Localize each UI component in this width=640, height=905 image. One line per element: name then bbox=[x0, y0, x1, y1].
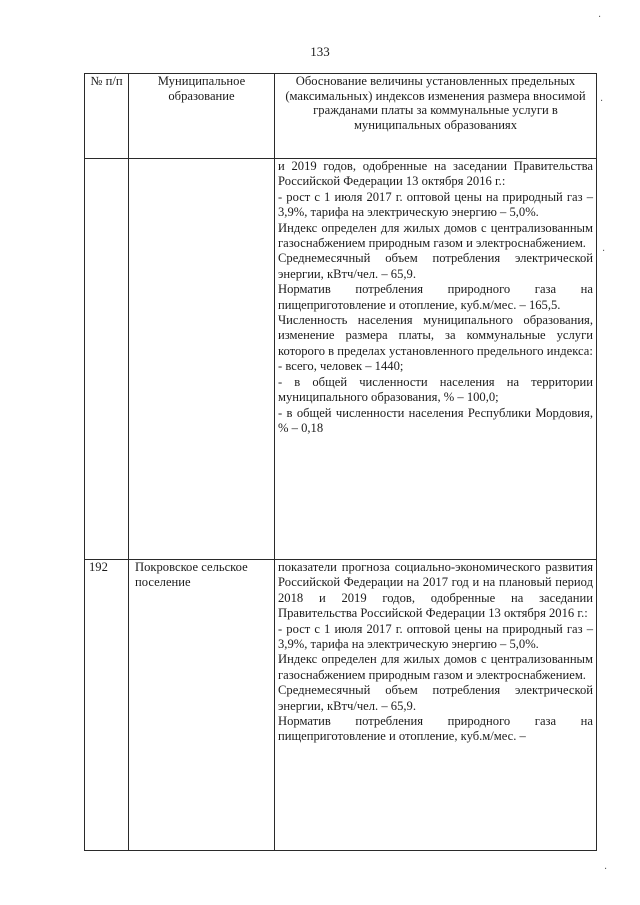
header-justification: Обоснование величины установленных предельных (максимальных) индексов изменения размера вносимой гражданами платы за коммунальные услуги в муниципальных образованиях bbox=[275, 74, 597, 159]
header-municipality: Муниципальное образование bbox=[129, 74, 275, 159]
row-number-cell bbox=[85, 560, 129, 851]
justification-paragraph: Норматив потребления природного газа на пищеприготовление и отопление, куб.м/мес. – 165,5. bbox=[278, 282, 593, 312]
justification-paragraph: и 2019 годов, одобренные на заседании Правительства Российской Федерации 13 октября 2016 г.: bbox=[278, 159, 593, 189]
table-row bbox=[85, 560, 597, 851]
justification-paragraph: - в общей численности населения Республики Мордовия, % – 0,18 bbox=[278, 405, 593, 435]
justification-paragraph: - рост с 1 июля 2017 г. оптовой цены на природный газ – 3,9%, тарифа на электрическую энергию – 5,0%. bbox=[278, 189, 593, 220]
justification-paragraph: - в общей численности населения на территории муниципального образования, % – 100,0; bbox=[278, 374, 593, 405]
page-number: 133 bbox=[310, 44, 330, 59]
scan-speck: · bbox=[600, 96, 604, 107]
justification-paragraph: Норматив потребления природного газа на пищеприготовление и отопление, куб.м/мес. – bbox=[278, 714, 593, 744]
scan-speck: · bbox=[598, 12, 602, 23]
municipality-cell bbox=[129, 159, 275, 560]
justification-paragraph: показатели прогноза социально-экономического развития Российской Федерации на 2017 год и на плановый период 2018 и 2019 годов, одобренные на заседании Правительства Российской Федерации 13 октября 2016 г.: bbox=[278, 560, 593, 621]
justification-paragraph: Индекс определен для жилых домов с централизованным газоснабжением природным газом и электроснабжением. bbox=[278, 220, 593, 251]
justification-paragraph: Среднемесячный объем потребления электрической энергии, кВтч/чел. – 65,9. bbox=[278, 683, 593, 713]
scan-speck: · bbox=[604, 864, 608, 875]
header-number: № п/п bbox=[85, 74, 129, 159]
municipality-name: Покровское сельское поселение bbox=[135, 560, 248, 590]
table-row bbox=[85, 159, 597, 560]
justification-cell bbox=[275, 159, 597, 560]
justification-cell bbox=[275, 560, 597, 851]
table-header-row bbox=[85, 74, 597, 159]
justification-paragraph: Среднемесячный объем потребления электрической энергии, кВтч/чел. – 65,9. bbox=[278, 251, 593, 281]
justification-table bbox=[84, 73, 597, 851]
justification-paragraph: - всего, человек – 1440; bbox=[278, 359, 404, 374]
row-number: 192 bbox=[89, 560, 108, 574]
municipality-cell bbox=[129, 560, 275, 851]
justification-paragraph: - рост с 1 июля 2017 г. оптовой цены на природный газ – 3,9%, тарифа на электрическую энергию – 5,0%. bbox=[278, 621, 593, 652]
justification-paragraph: Численность населения муниципального образования, изменение размера платы, за коммунальные услуги которого в пределах установленного предельного индекса: bbox=[278, 313, 593, 358]
justification-paragraph: Индекс определен для жилых домов с централизованным газоснабжением природным газом и электроснабжением. bbox=[278, 652, 593, 682]
row-number-cell bbox=[85, 159, 129, 560]
scan-speck: · bbox=[602, 246, 606, 257]
